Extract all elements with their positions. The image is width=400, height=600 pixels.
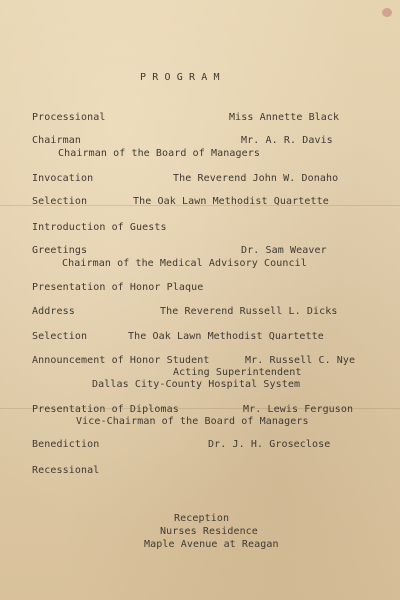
- ink-stain: [382, 8, 392, 17]
- item-label: Processional: [32, 112, 106, 123]
- item-label: Chairman: [32, 135, 81, 146]
- reception-line: Maple Avenue at Reagan: [144, 539, 279, 550]
- item-label: Benediction: [32, 439, 100, 450]
- item-name: Miss Annette Black: [229, 112, 340, 123]
- item-label: Selection: [32, 196, 88, 207]
- item-name: Mr. Lewis Ferguson: [243, 404, 354, 415]
- item-note: Chairman of the Board of Managers: [58, 148, 260, 159]
- item-name: Dr. J. H. Groseclose: [208, 439, 331, 450]
- item-name: The Oak Lawn Methodist Quartette: [128, 331, 324, 342]
- item-name: Mr. A. R. Davis: [241, 135, 333, 146]
- item-label: Recessional: [32, 465, 100, 476]
- item-name: The Oak Lawn Methodist Quartette: [133, 196, 329, 207]
- item-note: Vice-Chairman of the Board of Managers: [76, 416, 309, 427]
- item-note: Acting Superintendent: [173, 367, 302, 378]
- item-label: Invocation: [32, 173, 94, 184]
- item-label: Announcement of Honor Student: [32, 355, 210, 366]
- item-note: Dallas City-County Hospital System: [92, 379, 301, 390]
- reception-line: Nurses Residence: [160, 526, 258, 537]
- item-label: Selection: [32, 331, 88, 342]
- item-name: The Reverend John W. Donaho: [173, 173, 339, 184]
- item-label: Greetings: [32, 245, 88, 256]
- item-name: The Reverend Russell L. Dicks: [160, 306, 338, 317]
- item-label: Address: [32, 306, 75, 317]
- program-title: P R O G R A M: [140, 72, 220, 83]
- item-note: Chairman of the Medical Advisory Council: [62, 258, 307, 269]
- item-name: Dr. Sam Weaver: [241, 245, 327, 256]
- item-label: Presentation of Honor Plaque: [32, 282, 204, 293]
- item-label: Presentation of Diplomas: [32, 404, 179, 415]
- item-label: Introduction of Guests: [32, 222, 167, 233]
- reception-line: Reception: [174, 513, 230, 524]
- item-name: Mr. Russell C. Nye: [245, 355, 356, 366]
